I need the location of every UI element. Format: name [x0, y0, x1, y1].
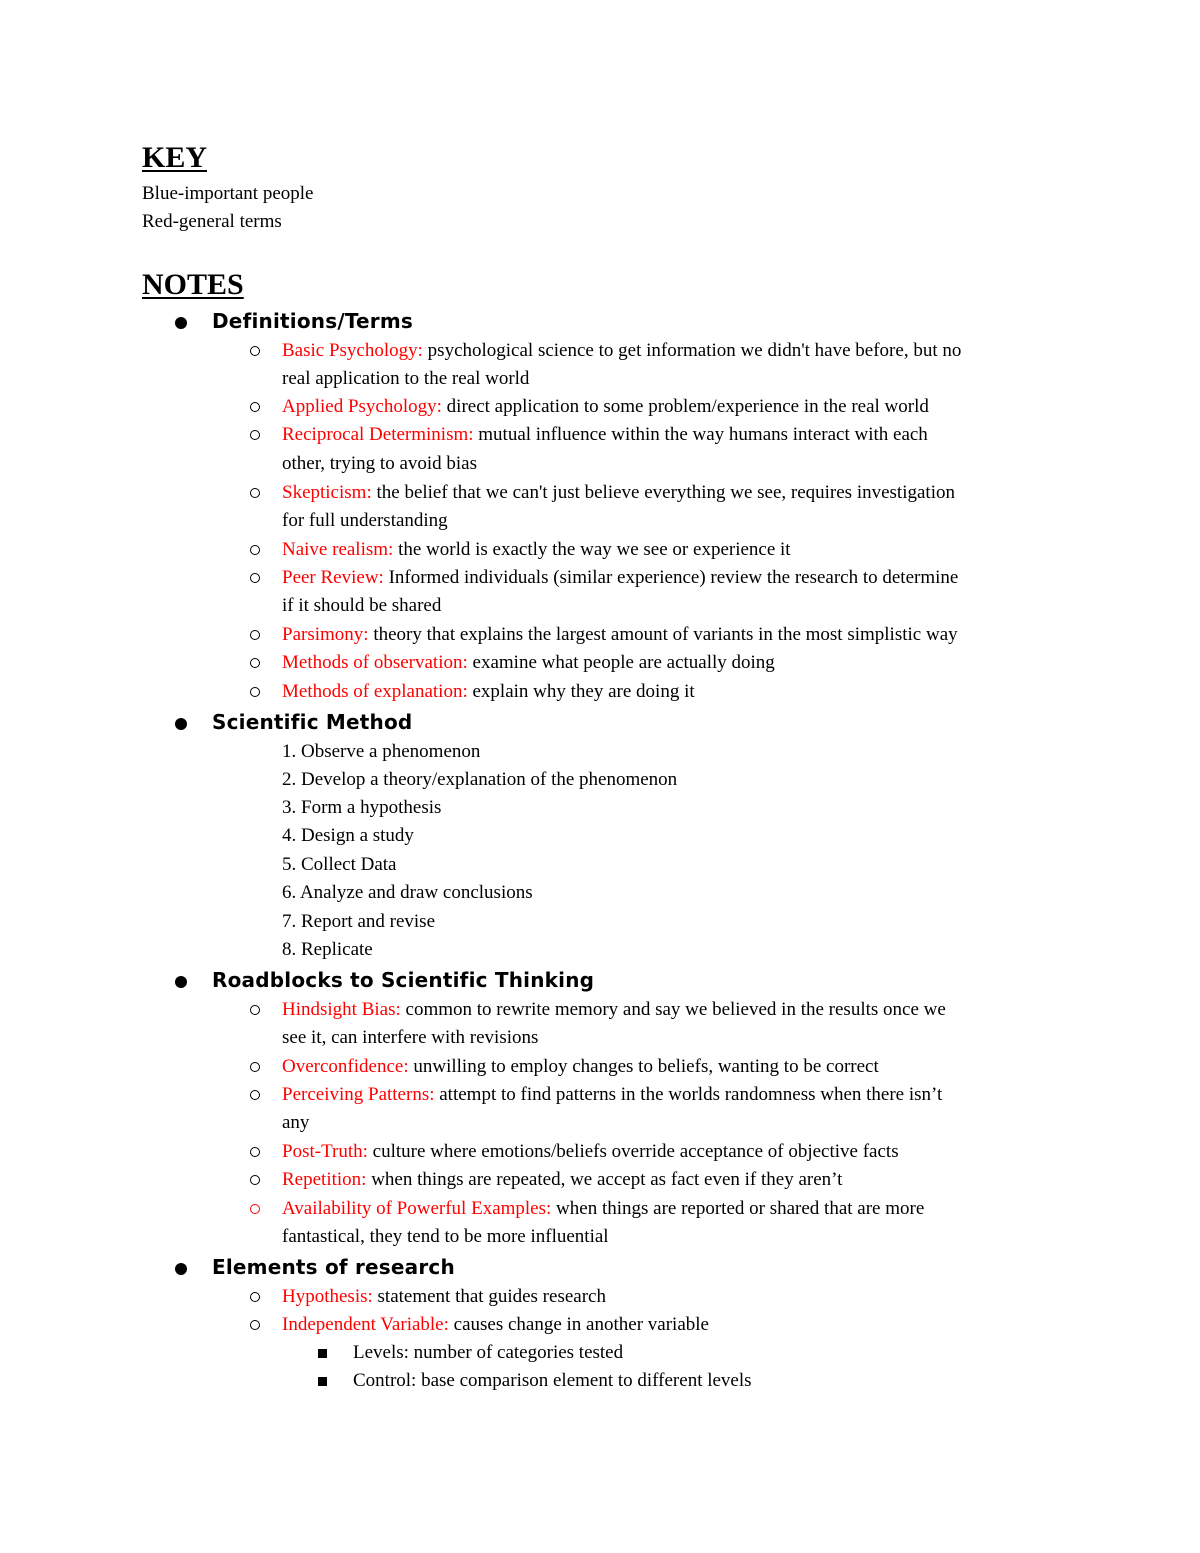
term: Methods of observation:	[282, 652, 468, 673]
bullet-dot	[175, 317, 187, 329]
definition-item	[282, 397, 929, 416]
definition-text: when things are repeated, we accept as fact even if they aren’t	[366, 1169, 843, 1190]
term: Repetition:	[282, 1169, 367, 1190]
term: Overconfidence:	[282, 1056, 409, 1077]
definition-continuation: other, trying to avoid bias	[282, 453, 478, 474]
roadblock-item	[282, 1142, 899, 1161]
term: Hypothesis:	[282, 1286, 373, 1307]
roadblock-item	[282, 1000, 946, 1019]
section-title-roadblocks: Roadblocks to Scientific Thinking	[212, 968, 595, 992]
bullet-circle	[250, 1292, 260, 1302]
key-heading: KEY	[142, 141, 208, 174]
definition-text: culture where emotions/beliefs override acceptance of objective facts	[367, 1141, 899, 1162]
bullet-circle	[250, 687, 260, 697]
term: Methods of explanation:	[282, 681, 468, 702]
definition-text: psychological science to get information we didn't have before, but no	[422, 340, 962, 361]
bullet-circle	[250, 630, 260, 640]
term: Applied Psychology:	[282, 396, 442, 417]
term: Skepticism:	[282, 482, 372, 503]
key-line-people: Blue-important people	[142, 183, 314, 204]
method-step: 8. Replicate	[282, 939, 373, 960]
key-line-terms: Red-general terms	[142, 211, 282, 232]
definition-item	[282, 682, 695, 701]
definition-continuation: fantastical, they tend to be more influential	[282, 1226, 609, 1247]
definition-continuation: for full understanding	[282, 510, 448, 531]
bullet-circle	[250, 430, 260, 440]
term: Availability of Powerful Examples:	[282, 1198, 552, 1219]
definition-item	[282, 653, 775, 672]
bullet-circle	[250, 1090, 260, 1100]
definition-continuation: see it, can interfere with revisions	[282, 1027, 539, 1048]
roadblock-item	[282, 1057, 879, 1076]
definition-item	[282, 483, 955, 502]
term: Perceiving Patterns:	[282, 1084, 435, 1105]
definition-item	[282, 540, 791, 559]
section-title-elements: Elements of research	[212, 1255, 455, 1279]
definition-text: Informed individuals (similar experience) review the research to determine	[383, 567, 959, 588]
definition-continuation: if it should be shared	[282, 595, 442, 616]
method-step: 4. Design a study	[282, 825, 414, 846]
bullet-circle	[250, 402, 260, 412]
roadblock-item	[282, 1085, 942, 1104]
term: Parsimony:	[282, 624, 369, 645]
bullet-circle	[250, 658, 260, 668]
research-item	[282, 1315, 709, 1334]
bullet-circle	[250, 346, 260, 356]
definition-text: when things are reported or shared that are more	[551, 1198, 925, 1219]
definition-item	[282, 425, 928, 444]
term: Naive realism:	[282, 539, 394, 560]
bullet-dot	[175, 1263, 187, 1275]
definition-text: the belief that we can't just believe everything we see, requires investigation	[371, 482, 955, 503]
method-step: 2. Develop a theory/explanation of the phenomenon	[282, 769, 678, 790]
bullet-dot	[175, 976, 187, 988]
bullet-circle	[250, 1147, 260, 1157]
definition-text: attempt to find patterns in the worlds randomness when there isn’t	[434, 1084, 943, 1105]
section-title-definitions: Definitions/Terms	[212, 309, 413, 333]
definition-item	[282, 568, 958, 587]
bullet-circle	[250, 545, 260, 555]
method-step: 5. Collect Data	[282, 854, 397, 875]
bullet-circle	[250, 1175, 260, 1185]
definition-continuation: real application to the real world	[282, 368, 530, 389]
term: Reciprocal Determinism:	[282, 424, 474, 445]
bullet-square	[318, 1377, 327, 1386]
term: Basic Psychology:	[282, 340, 423, 361]
definition-text: explain why they are doing it	[467, 681, 695, 702]
bullet-circle	[250, 1204, 260, 1214]
bullet-square	[318, 1349, 327, 1358]
method-step: 1. Observe a phenomenon	[282, 741, 481, 762]
sub-item: Control: base comparison element to different levels	[353, 1370, 752, 1391]
definition-text: examine what people are actually doing	[467, 652, 775, 673]
method-step: 3. Form a hypothesis	[282, 797, 442, 818]
definition-continuation: any	[282, 1112, 310, 1133]
section-title-scientific-method: Scientific Method	[212, 710, 413, 734]
notes-heading: NOTES	[142, 268, 244, 301]
roadblock-item	[282, 1199, 924, 1218]
definition-text: statement that guides research	[372, 1286, 606, 1307]
term: Hindsight Bias:	[282, 999, 401, 1020]
method-step: 6. Analyze and draw conclusions	[282, 882, 533, 903]
term: Independent Variable:	[282, 1314, 449, 1335]
term: Post-Truth:	[282, 1141, 368, 1162]
bullet-circle	[250, 1005, 260, 1015]
bullet-circle	[250, 1320, 260, 1330]
definition-item	[282, 625, 958, 644]
roadblock-item	[282, 1170, 842, 1189]
definition-item	[282, 341, 961, 360]
definition-text: causes change in another variable	[448, 1314, 709, 1335]
sub-item: Levels: number of categories tested	[353, 1342, 624, 1363]
definition-text: mutual influence within the way humans interact with each	[473, 424, 928, 445]
definition-text: the world is exactly the way we see or experience it	[393, 539, 791, 560]
definition-text: common to rewrite memory and say we believed in the results once we	[400, 999, 946, 1020]
definition-text: unwilling to employ changes to beliefs, wanting to be correct	[408, 1056, 879, 1077]
bullet-circle	[250, 488, 260, 498]
bullet-dot	[175, 718, 187, 730]
definition-text: direct application to some problem/experience in the real world	[441, 396, 929, 417]
bullet-circle	[250, 573, 260, 583]
term: Peer Review:	[282, 567, 384, 588]
method-step: 7. Report and revise	[282, 911, 436, 932]
definition-text: theory that explains the largest amount of variants in the most simplistic way	[368, 624, 958, 645]
research-item	[282, 1287, 606, 1306]
bullet-circle	[250, 1062, 260, 1072]
